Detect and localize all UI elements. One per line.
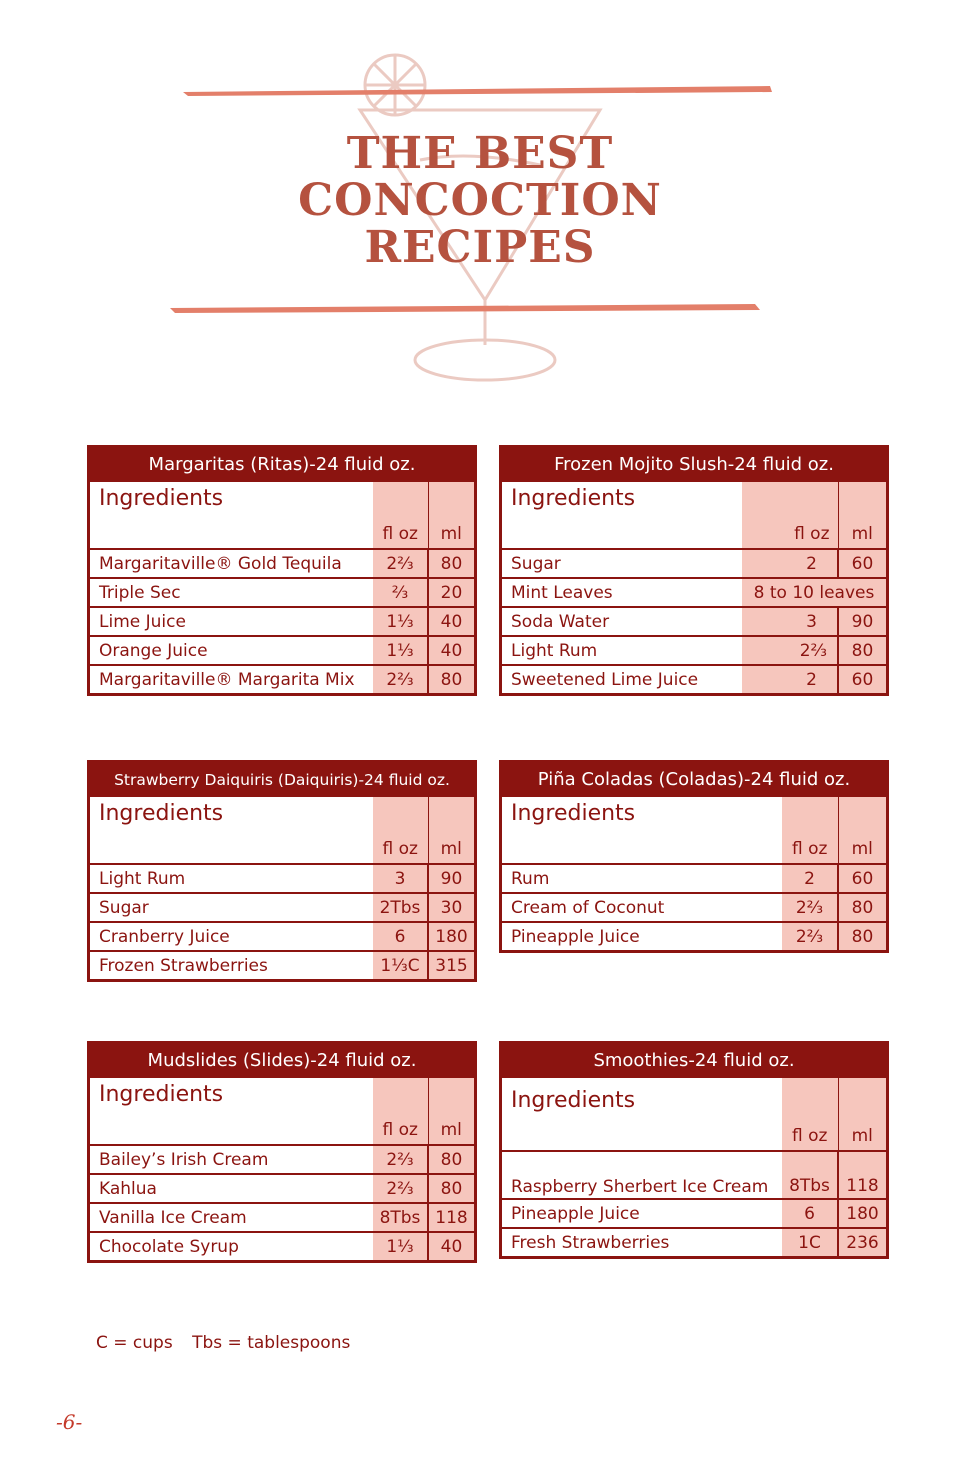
ingredient-name: Triple Sec — [90, 578, 373, 607]
fl-oz-value: 2⅔ — [742, 636, 838, 665]
ml-header: ml — [428, 482, 474, 549]
table-row — [90, 893, 474, 922]
ingredient-name: Lime Juice — [90, 607, 373, 636]
banner-stroke-bottom — [170, 304, 760, 313]
ingredients-table — [502, 1078, 886, 1256]
ingredients-header: Ingredients — [502, 1078, 782, 1151]
fl-oz-value: 8Tbs — [373, 1203, 428, 1232]
table-row — [502, 665, 886, 693]
ingredient-name: Chocolate Syrup — [99, 1236, 239, 1257]
recipe-card-mojito — [499, 445, 889, 696]
ingredient-name: Pineapple Juice — [502, 1199, 782, 1228]
fl-oz-header: fl oz — [742, 482, 838, 549]
ingredients-header: Ingredients — [90, 1078, 373, 1145]
ingredient-name: Sugar — [502, 549, 742, 578]
table-row — [502, 864, 886, 893]
fl-oz-header: fl oz — [782, 1078, 838, 1151]
table-row — [502, 1199, 886, 1228]
fl-oz-value: 2 — [782, 864, 838, 893]
ingredients-table — [502, 797, 886, 950]
ml-value: 40 — [428, 607, 474, 636]
ml-value: 118 — [838, 1151, 886, 1199]
ml-value: 236 — [838, 1228, 886, 1256]
fl-oz-value: 1C — [782, 1228, 838, 1256]
table-row — [90, 665, 474, 693]
fl-oz-value: 2⅔ — [373, 1174, 428, 1203]
table-header — [90, 482, 474, 549]
ingredients-header: Ingredients — [90, 797, 373, 864]
ml-header: ml — [428, 797, 474, 864]
ml-value: 80 — [838, 922, 886, 950]
table-row — [90, 607, 474, 636]
ml-value: 60 — [838, 864, 886, 893]
ingredients-header: Ingredients — [502, 482, 742, 549]
recipe-title: Piña Coladas (Coladas)-24 fluid oz. — [502, 763, 886, 797]
ml-value: 80 — [428, 665, 474, 693]
ingredients-table — [90, 797, 474, 979]
recipe-card-margaritas — [87, 445, 477, 696]
fl-oz-value: 6 — [373, 922, 428, 951]
table-header — [90, 1078, 474, 1145]
ingredient-name: Margaritaville® Gold Tequila — [90, 549, 373, 578]
fl-oz-value: 2 — [742, 665, 838, 693]
recipe-title: Smoothies-24 fluid oz. — [502, 1044, 886, 1078]
ingredient-name: Orange Juice — [90, 636, 373, 665]
table-header — [502, 797, 886, 864]
fl-oz-value: 2Tbs — [373, 893, 428, 922]
recipe-title: Strawberry Daiquiris (Daiquiris)-24 fluid oz. — [90, 763, 474, 797]
fl-oz-value: 6 — [782, 1199, 838, 1228]
ml-value: 80 — [838, 636, 886, 665]
ingredients-table — [90, 1078, 474, 1260]
ingredient-name: Sweetened Lime Juice — [511, 669, 699, 690]
ml-value: 80 — [838, 893, 886, 922]
ml-header: ml — [838, 797, 886, 864]
ml-value: 118 — [428, 1203, 474, 1232]
ml-value: 90 — [428, 864, 474, 893]
ml-value: 20 — [428, 578, 474, 607]
fl-oz-value: 1⅓ — [373, 1232, 428, 1260]
table-header — [502, 1078, 886, 1151]
table-row — [90, 578, 474, 607]
fl-oz-value: 1⅓C — [373, 951, 428, 979]
ingredients-header: Ingredients — [502, 797, 782, 864]
units-footnote — [96, 1333, 364, 1353]
recipe-card-smoothies — [499, 1041, 889, 1259]
table-row — [502, 1151, 886, 1199]
ingredient-name: Rum — [502, 864, 782, 893]
table-row — [502, 1228, 886, 1256]
fl-oz-value: ⅔ — [373, 578, 428, 607]
fl-oz-header: fl oz — [373, 482, 428, 549]
recipe-card-pina-coladas — [499, 760, 889, 953]
table-row — [90, 1174, 474, 1203]
ingredient-name: Light Rum — [90, 864, 373, 893]
ml-value: 180 — [428, 922, 474, 951]
ml-value: 40 — [428, 636, 474, 665]
table-row — [502, 607, 886, 636]
table-row — [90, 549, 474, 578]
ingredient-name: Fresh Strawberries — [511, 1232, 670, 1253]
table-row — [502, 549, 886, 578]
fl-oz-value: 8Tbs — [782, 1151, 838, 1199]
banner-stroke-top — [183, 86, 772, 96]
table-header — [90, 797, 474, 864]
fl-oz-value: 3 — [373, 864, 428, 893]
table-row — [90, 922, 474, 951]
fl-oz-value: 2⅔ — [373, 1145, 428, 1174]
table-row — [502, 636, 886, 665]
ml-value: 80 — [428, 1174, 474, 1203]
fl-oz-header: fl oz — [373, 797, 428, 864]
ml-value: 30 — [428, 893, 474, 922]
ingredient-name: Frozen Strawberries — [99, 955, 268, 976]
ingredient-name: Vanilla Ice Cream — [90, 1203, 373, 1232]
fl-oz-header: fl oz — [782, 797, 838, 864]
table-row — [90, 864, 474, 893]
recipe-title: Margaritas (Ritas)-24 fluid oz. — [90, 448, 474, 482]
ml-value: 90 — [838, 607, 886, 636]
ingredient-name: Kahlua — [90, 1174, 373, 1203]
table-row — [90, 1145, 474, 1174]
ingredient-name: Cream of Coconut — [502, 893, 782, 922]
ml-header: ml — [838, 1078, 886, 1151]
ingredient-name: Raspberry Sherbert Ice Cream — [502, 1151, 782, 1199]
fl-oz-value: 1⅓ — [373, 607, 428, 636]
fl-oz-value: 2⅔ — [782, 893, 838, 922]
ingredients-table — [502, 482, 886, 693]
ml-value: 60 — [838, 665, 886, 693]
ingredient-name: Pineapple Juice — [511, 926, 640, 947]
page-title: THE BEST CONCOCTION RECIPES — [298, 128, 662, 273]
ingredient-name: Margaritaville® Margarita Mix — [99, 669, 355, 690]
combined-quantity: 8 to 10 leaves — [742, 578, 886, 607]
recipe-title: Frozen Mojito Slush-24 fluid oz. — [502, 448, 886, 482]
table-row — [90, 1203, 474, 1232]
table-row — [502, 893, 886, 922]
fl-oz-value: 2 — [742, 549, 838, 578]
table-header — [502, 482, 886, 549]
page-number: -6- — [56, 1410, 83, 1434]
ingredient-name: Mint Leaves — [502, 578, 742, 607]
table-row — [90, 636, 474, 665]
fl-oz-value: 2⅔ — [373, 665, 428, 693]
table-row — [502, 578, 886, 607]
fl-oz-value: 1⅓ — [373, 636, 428, 665]
fl-oz-value: 3 — [742, 607, 838, 636]
table-row — [90, 951, 474, 979]
ml-value: 80 — [428, 1145, 474, 1174]
ingredient-name: Bailey’s Irish Cream — [90, 1145, 373, 1174]
fl-oz-value: 2⅔ — [373, 549, 428, 578]
ingredients-header: Ingredients — [90, 482, 373, 549]
ml-value: 40 — [428, 1232, 474, 1260]
tablespoons-note: Tbs = tablespoons — [192, 1333, 351, 1353]
fl-oz-header: fl oz — [373, 1078, 428, 1145]
ml-value: 315 — [428, 951, 474, 979]
ml-value: 60 — [838, 549, 886, 578]
ingredient-name: Cranberry Juice — [90, 922, 373, 951]
cups-note: C = cups — [96, 1333, 173, 1353]
ingredient-name: Soda Water — [502, 607, 742, 636]
fl-oz-value: 2⅔ — [782, 922, 838, 950]
ingredient-name: Sugar — [90, 893, 373, 922]
ml-header: ml — [428, 1078, 474, 1145]
ml-value: 180 — [838, 1199, 886, 1228]
ingredients-table — [90, 482, 474, 693]
ml-value: 80 — [428, 549, 474, 578]
recipe-title: Mudslides (Slides)-24 fluid oz. — [90, 1044, 474, 1078]
ml-header: ml — [838, 482, 886, 549]
ingredient-name: Light Rum — [502, 636, 742, 665]
recipe-card-mudslides — [87, 1041, 477, 1263]
table-row — [502, 922, 886, 950]
table-row — [90, 1232, 474, 1260]
recipe-card-daiquiris — [87, 760, 477, 982]
